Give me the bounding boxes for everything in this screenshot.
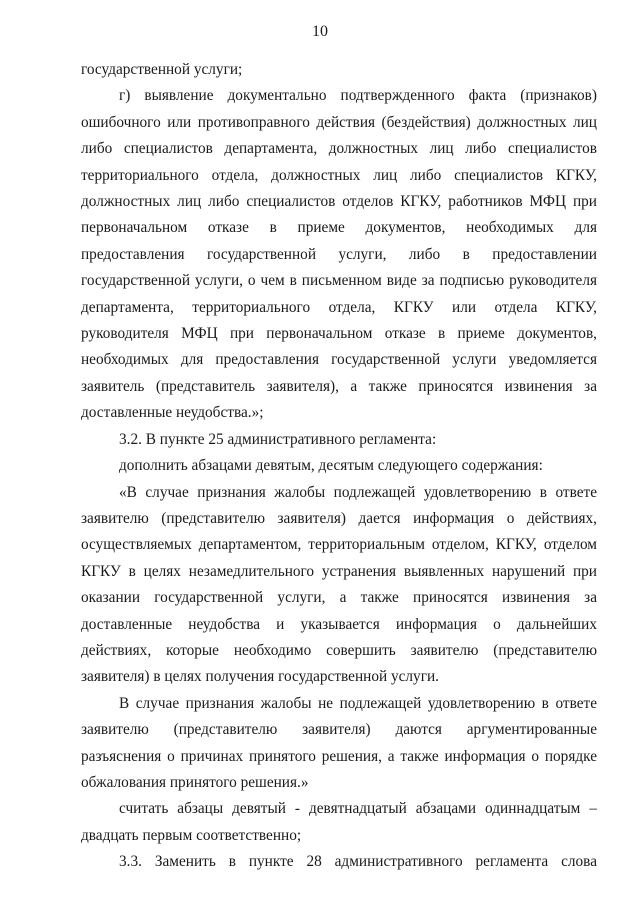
paragraph-continuation: государственной услуги; [81, 61, 243, 78]
paragraph-renumber: считать абзацы девятый - девятнадцатый абзацами одиннадцатым – двадцать первым соответственно; [81, 800, 597, 844]
document-body [81, 57, 597, 876]
paragraph-supplement: дополнить абзацами девятым, десятым следующего содержания: [119, 457, 543, 475]
paragraph-item-g: г) выявление документально подтвержденного факта (признаков) ошибочного или противоправного действия (бездействия) должностных лиц либо специалистов департамента, должностных лиц либо специалистов территориального отдела, должностных лиц либо специалистов КГКУ, должностных лиц либо специалистов отделов КГКУ, работников МФЦ при первоначальном отказе в приеме документов, необходимых для предоставления государственной услуги, либо в предоставлении государственной услуги, о чем в письменном виде за подписью руководителя департамента, территориального отдела, КГКУ или отдела КГКУ, руководителя МФЦ при первоначальном отказе в приеме документов, необходимых для предоставления государственной услуги уведомляется заявитель (представитель заявителя), а также приносятся извинения за доставленные неудобства.»; [81, 87, 597, 422]
page-number: 10 [312, 23, 328, 40]
paragraph-3-3: 3.3. Заменить в пункте 28 административного регламента слова [119, 853, 597, 871]
paragraph-quote-2: В случае признания жалобы не подлежащей удовлетворению в ответе заявителю (представителю заявителя) даются аргументированные разъяснения о причинах принятого решения, а также информация о порядке обжалования принятого решения.» [81, 694, 597, 791]
paragraph-3-2: 3.2. В пункте 25 административного регламента: [119, 430, 437, 448]
paragraph-quote-1: «В случае признания жалобы подлежащей удовлетворению в ответе заявителю (представителю заявителя) дается информация о действиях, осуществляемых департаментом, территориальным отделом, КГКУ, отделом КГКУ в целях незамедлительного устранения выявленных нарушений при оказании государственной услуги, а также приносятся извинения за доставленные неудобства и указывается информация о дальнейших действиях, которые необходимо совершить заявителю (представителю заявителя) в целях получения государственной услуги. [81, 483, 597, 686]
